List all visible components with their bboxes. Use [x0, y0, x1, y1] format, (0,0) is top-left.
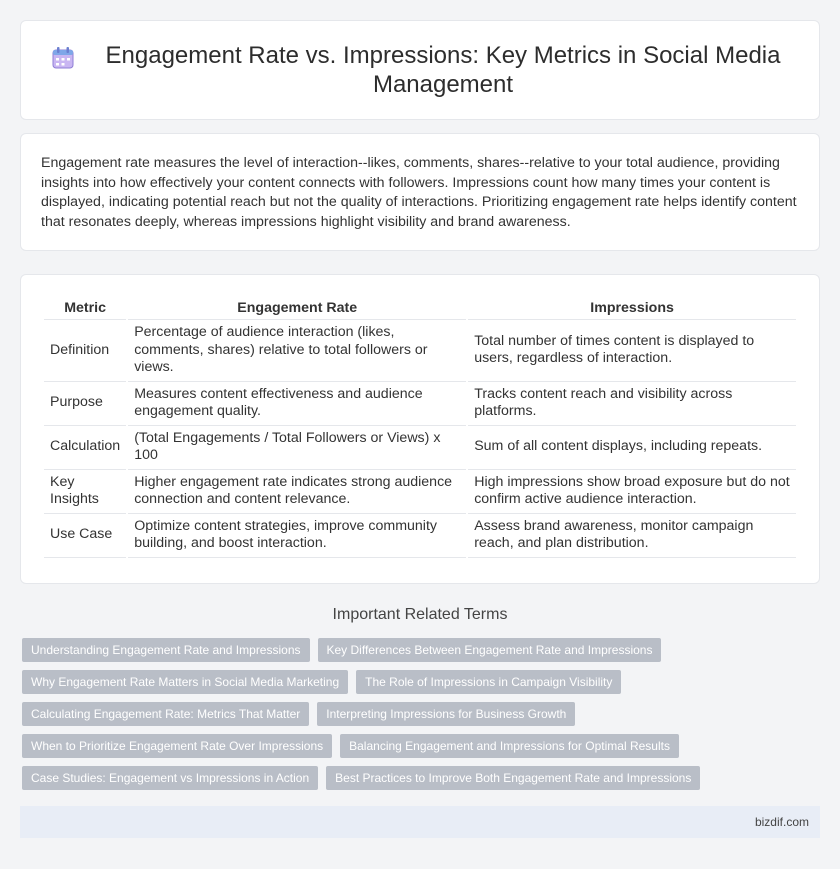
- calendar-icon: [50, 45, 76, 71]
- table-row: [44, 426, 796, 470]
- related-term-link[interactable]: Case Studies: Engagement vs Impressions in Action: [22, 766, 318, 790]
- footer: [20, 806, 820, 838]
- row-metric: Purpose: [44, 382, 126, 426]
- related-term-link[interactable]: Balancing Engagement and Impressions for Optimal Results: [340, 734, 679, 758]
- table-row: [44, 470, 796, 514]
- row-engagement: Optimize content strategies, improve community building, and boost interaction.: [128, 514, 466, 558]
- related-term-link[interactable]: Key Differences Between Engagement Rate and Impressions: [318, 638, 662, 662]
- row-metric: Definition: [44, 320, 126, 382]
- row-impressions: High impressions show broad exposure but do not confirm active audience interaction.: [468, 470, 796, 514]
- row-metric: Calculation: [44, 426, 126, 470]
- table-row: [44, 320, 796, 382]
- row-metric: Key Insights: [44, 470, 126, 514]
- related-term-link[interactable]: When to Prioritize Engagement Rate Over Impressions: [22, 734, 332, 758]
- related-term-link[interactable]: Interpreting Impressions for Business Growth: [317, 702, 575, 726]
- related-term-link[interactable]: Why Engagement Rate Matters in Social Media Marketing: [22, 670, 348, 694]
- intro-paragraph: Engagement rate measures the level of interaction--likes, comments, shares--relative to your total audience, providing insights into how effectively your content connects with followers. Impressions count how many times your content is displayed, indicating potential reach but not the quality of interactions. Prioritizing engagement rate helps identify content that resonates deeply, whereas impressions highlight visibility and brand awareness.: [41, 155, 797, 230]
- related-term-link[interactable]: Understanding Engagement Rate and Impressions: [22, 638, 310, 662]
- footer-site-link[interactable]: bizdif.com: [754, 815, 809, 829]
- intro-card: [20, 133, 820, 251]
- row-engagement: Higher engagement rate indicates strong audience connection and content relevance.: [128, 470, 466, 514]
- title-wrap: [50, 41, 790, 99]
- row-engagement: (Total Engagements / Total Followers or Views) x 100: [128, 426, 466, 470]
- table-row: [44, 382, 796, 426]
- row-engagement: Percentage of audience interaction (likes, comments, shares) relative to total followers or views.: [128, 320, 466, 382]
- row-impressions: Assess brand awareness, monitor campaign reach, and plan distribution.: [468, 514, 796, 558]
- related-term-link[interactable]: The Role of Impressions in Campaign Visibility: [356, 670, 621, 694]
- related-term-link[interactable]: Calculating Engagement Rate: Metrics That Matter: [22, 702, 309, 726]
- header-card: [20, 20, 820, 120]
- related-terms-list: [22, 638, 802, 790]
- table-row: [44, 514, 796, 558]
- comparison-card: [20, 274, 820, 584]
- row-metric: Use Case: [44, 514, 126, 558]
- row-impressions: Tracks content reach and visibility across platforms.: [468, 382, 796, 426]
- header-engagement-rate: Engagement Rate: [128, 295, 466, 320]
- comparison-table: [42, 295, 798, 558]
- page-title: Engagement Rate vs. Impressions: Key Metrics in Social Media Management: [105, 42, 781, 98]
- related-terms-heading: Important Related Terms: [332, 606, 508, 623]
- related-term-link[interactable]: Best Practices to Improve Both Engagement Rate and Impressions: [326, 766, 700, 790]
- header-impressions: Impressions: [468, 295, 796, 320]
- row-impressions: Total number of times content is displayed to users, regardless of interaction.: [468, 320, 796, 382]
- table-header-row: [44, 295, 796, 320]
- row-impressions: Sum of all content displays, including repeats.: [468, 426, 796, 470]
- header-metric: Metric: [44, 295, 126, 320]
- row-engagement: Measures content effectiveness and audience engagement quality.: [128, 382, 466, 426]
